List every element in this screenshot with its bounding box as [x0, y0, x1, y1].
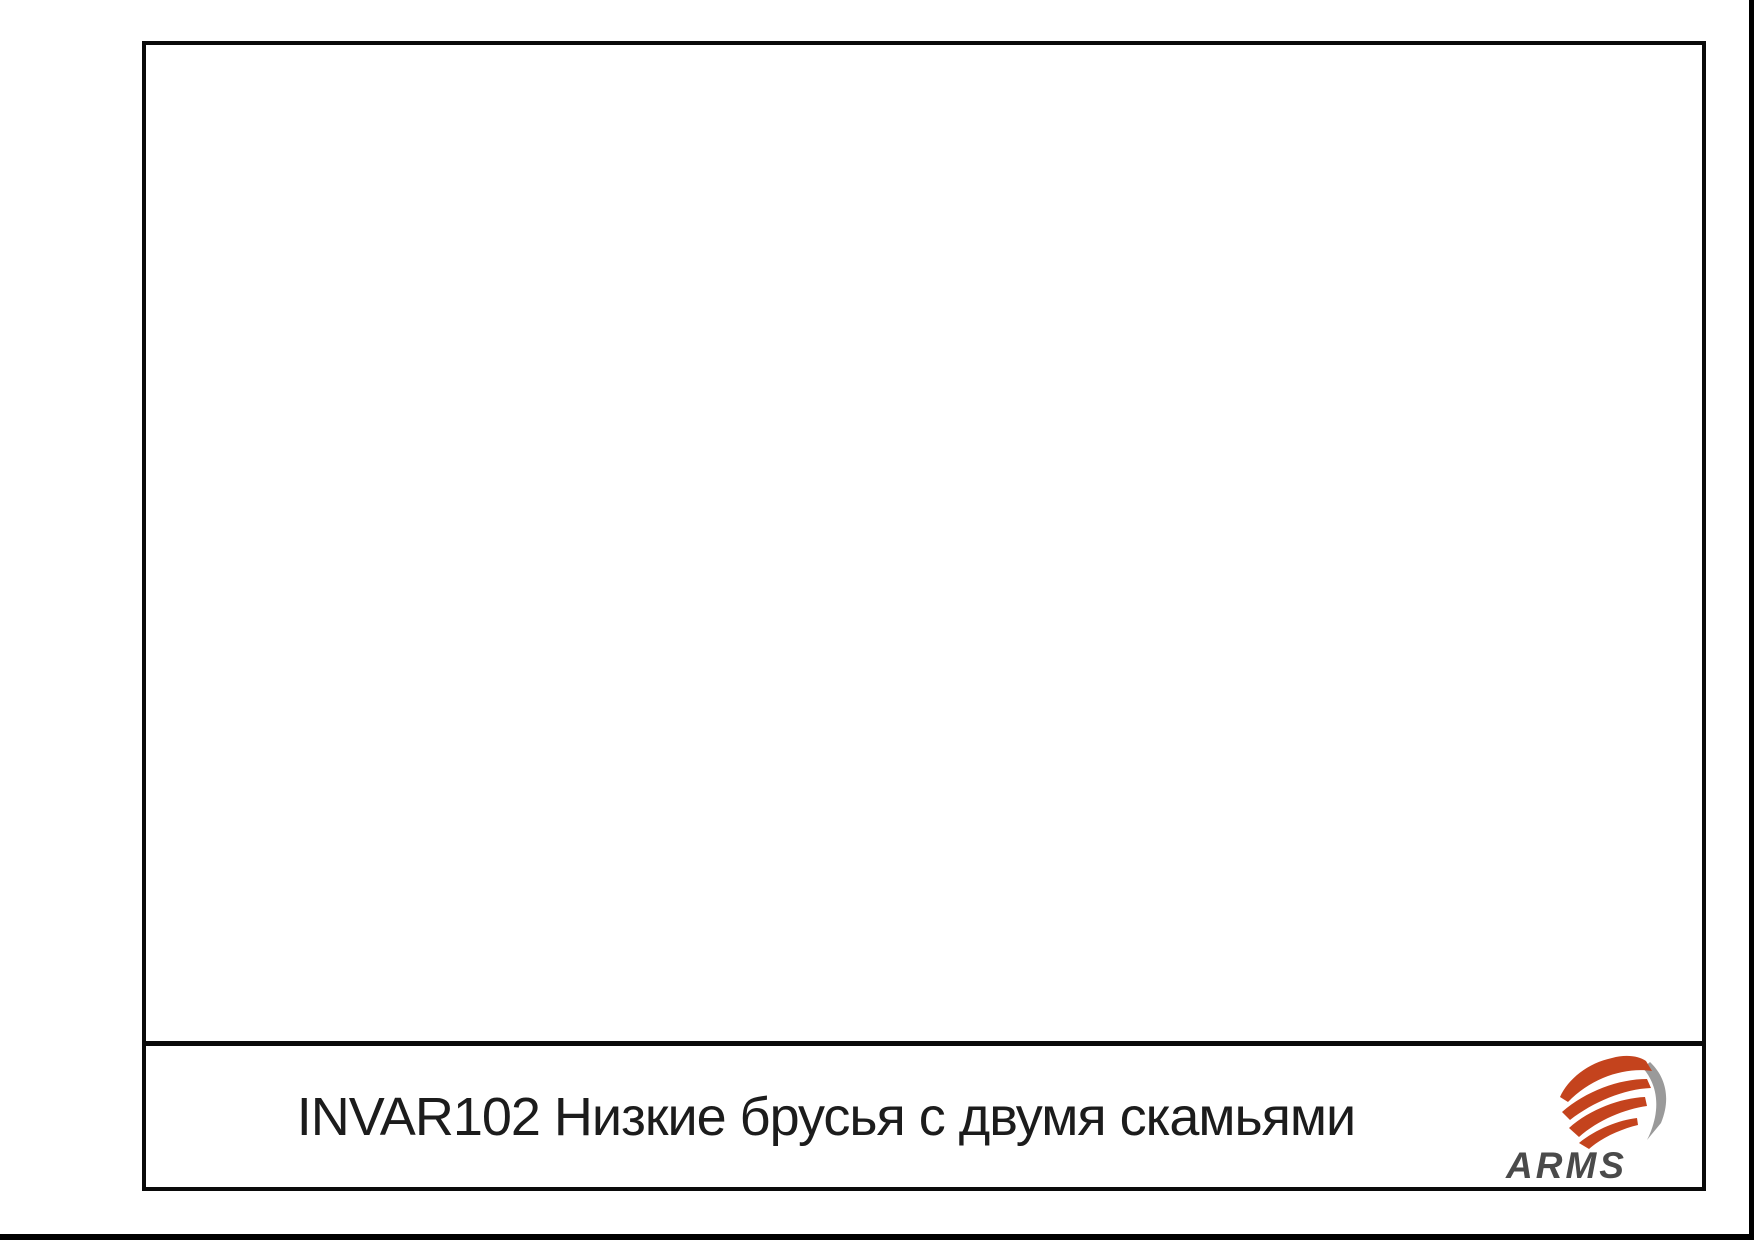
arms-logo-swoosh — [1560, 1056, 1666, 1149]
page-edge-bottom — [0, 1234, 1754, 1240]
arms-logo-wordmark: ARMS — [1506, 1145, 1627, 1184]
sheet-border-frame — [142, 41, 1706, 1191]
page-edge-right — [1749, 0, 1754, 1240]
arms-logo — [1498, 1050, 1684, 1184]
product-title: INVAR102 Низкие брусья с двумя скамьями — [296, 1087, 1356, 1147]
title-bar — [146, 1041, 1702, 1187]
